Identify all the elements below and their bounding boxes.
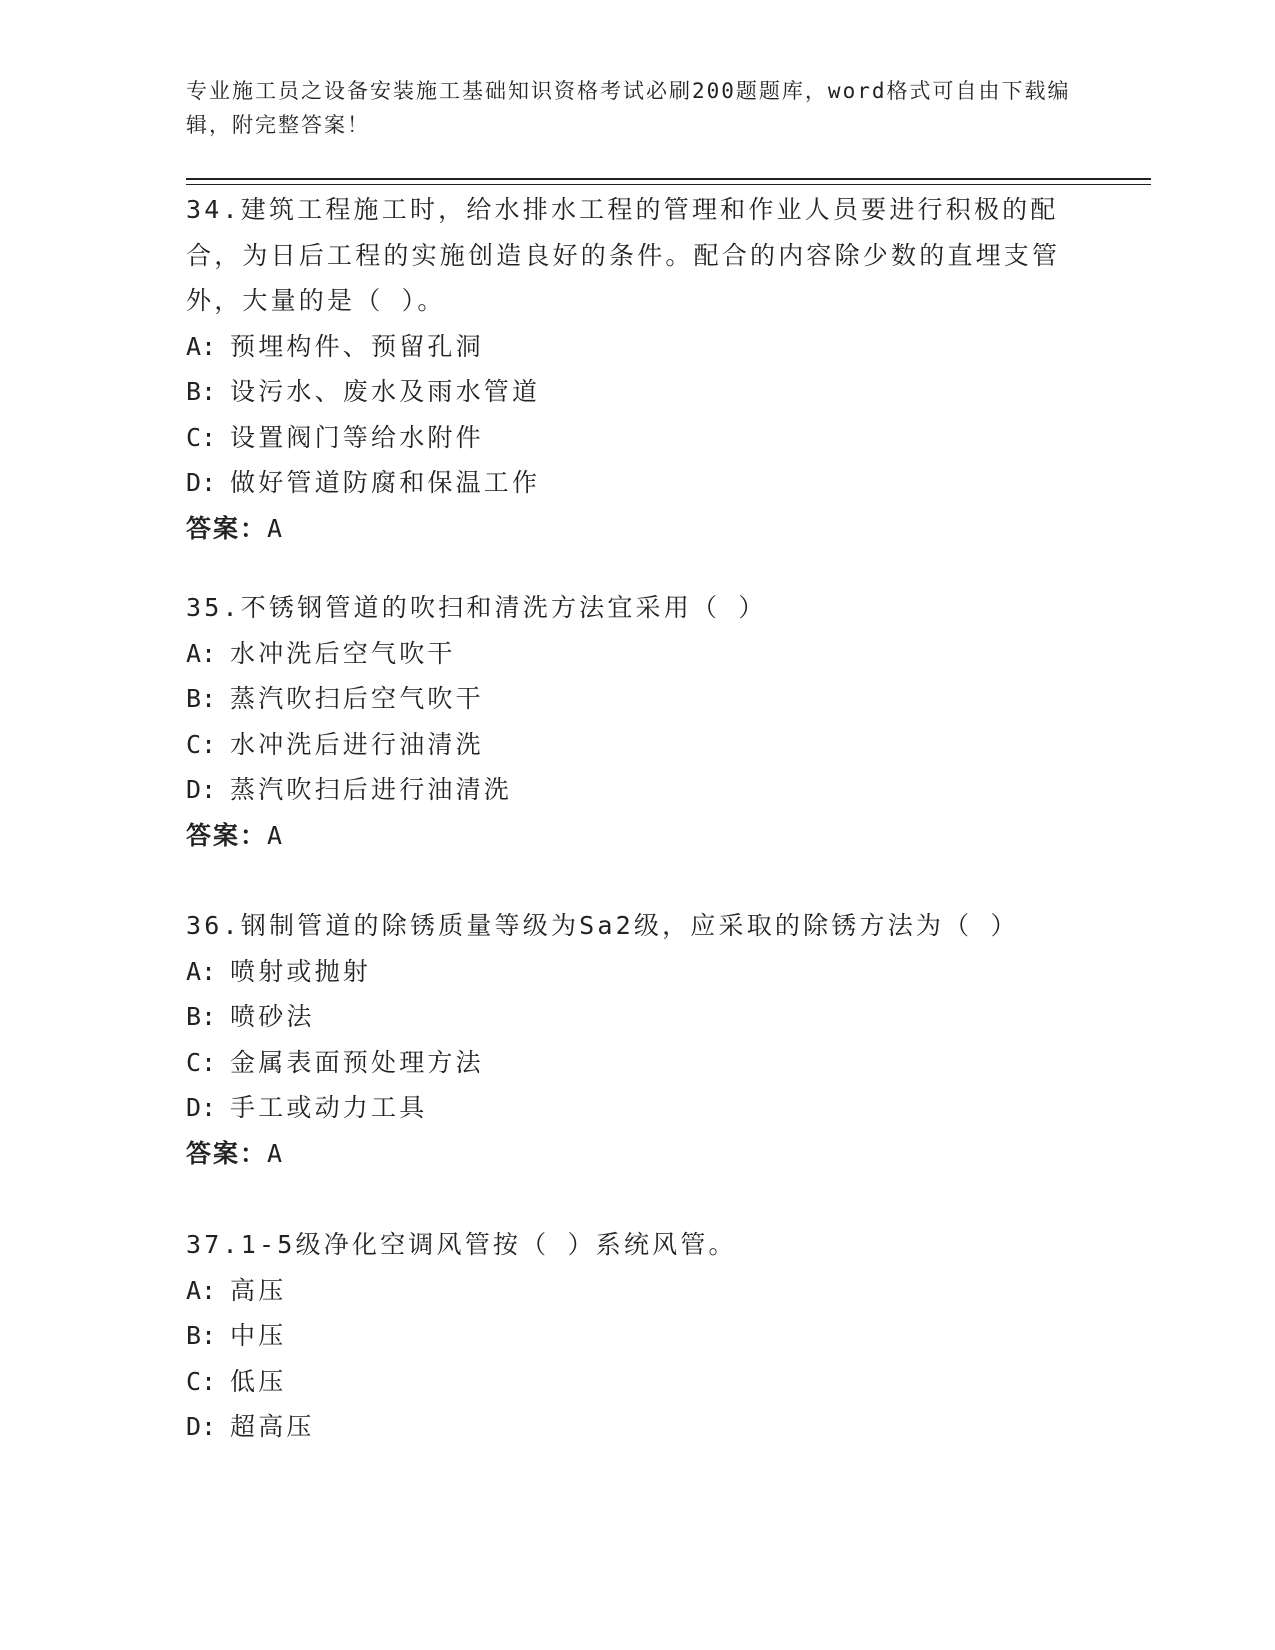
header-rule-thin — [186, 184, 1151, 185]
question-stem: 36.钢制管道的除锈质量等级为Sa2级，应采取的除锈方法为（ ） — [186, 911, 1019, 940]
option-key: D: — [186, 1412, 217, 1441]
option-text: 高压 — [230, 1275, 287, 1305]
option-text: 喷砂法 — [230, 1002, 315, 1031]
option-text: 超高压 — [230, 1412, 315, 1441]
option-key: B: — [186, 1002, 217, 1031]
option-key: B: — [186, 377, 217, 406]
option-c — [186, 1040, 1086, 1086]
question-37 — [186, 1222, 1086, 1450]
option-text: 水冲洗后空气吹干 — [230, 638, 456, 668]
option-text: 手工或动力工具 — [230, 1093, 428, 1122]
option-key: C: — [186, 1047, 217, 1077]
option-key: A: — [186, 331, 217, 361]
option-key: C: — [186, 1366, 217, 1396]
option-key: B: — [186, 1321, 217, 1350]
option-text: 喷射或抛射 — [230, 956, 372, 986]
answer-line — [186, 813, 1086, 859]
option-c — [186, 415, 1086, 461]
option-b — [186, 994, 1086, 1040]
option-key: D: — [186, 468, 217, 497]
question-stem: 37.1-5级净化空调风管按（ ）系统风管。 — [186, 1230, 737, 1259]
option-b — [186, 369, 1086, 415]
option-key: A: — [186, 956, 217, 986]
option-key: B: — [186, 684, 217, 713]
option-d — [186, 1404, 1086, 1450]
option-a — [186, 631, 1086, 677]
answer-value: A — [267, 513, 285, 543]
option-text: 设置阀门等给水附件 — [230, 422, 484, 452]
answer-line — [186, 506, 1086, 552]
answer-label: 答案： — [186, 1138, 268, 1168]
question-36 — [186, 903, 1086, 1176]
option-text: 做好管道防腐和保温工作 — [230, 468, 541, 497]
option-c — [186, 722, 1086, 768]
option-text: 预埋构件、预留孔洞 — [230, 331, 484, 361]
option-a — [186, 324, 1086, 370]
option-d — [186, 767, 1086, 813]
question-35 — [186, 585, 1086, 858]
question-stem: 35.不锈钢管道的吹扫和清洗方法宜采用（ ） — [186, 593, 767, 622]
option-c — [186, 1359, 1086, 1405]
option-text: 中压 — [230, 1321, 287, 1350]
answer-value: A — [267, 1138, 285, 1168]
option-text: 水冲洗后进行油清洗 — [230, 729, 484, 759]
answer-line — [186, 1131, 1086, 1177]
answer-label: 答案： — [186, 513, 268, 543]
option-a — [186, 949, 1086, 995]
answer-label: 答案： — [186, 820, 268, 850]
option-key: C: — [186, 729, 217, 759]
document-header: 专业施工员之设备安装施工基础知识资格考试必刷200题题库，word格式可自由下载编辑，附完整答案！ — [186, 79, 1071, 137]
option-b — [186, 676, 1086, 722]
option-key: D: — [186, 775, 217, 804]
option-text: 金属表面预处理方法 — [230, 1047, 484, 1077]
question-34 — [186, 187, 1086, 551]
option-key: A: — [186, 1275, 217, 1305]
header-rule-thick — [186, 178, 1151, 180]
option-b — [186, 1313, 1086, 1359]
option-a — [186, 1268, 1086, 1314]
option-key: A: — [186, 638, 217, 668]
option-text: 蒸汽吹扫后进行油清洗 — [230, 775, 513, 804]
option-text: 低压 — [230, 1366, 287, 1396]
option-text: 蒸汽吹扫后空气吹干 — [230, 684, 484, 713]
option-key: C: — [186, 422, 217, 452]
option-key: D: — [186, 1093, 217, 1122]
question-stem: 34.建筑工程施工时，给水排水工程的管理和作业人员要进行积极的配合，为日后工程的实施创造良好的条件。配合的内容除少数的直埋支管外，大量的是（ ）。 — [186, 195, 1061, 315]
answer-value: A — [267, 820, 285, 850]
option-text: 设污水、废水及雨水管道 — [230, 377, 541, 406]
option-d — [186, 1085, 1086, 1131]
option-d — [186, 460, 1086, 506]
